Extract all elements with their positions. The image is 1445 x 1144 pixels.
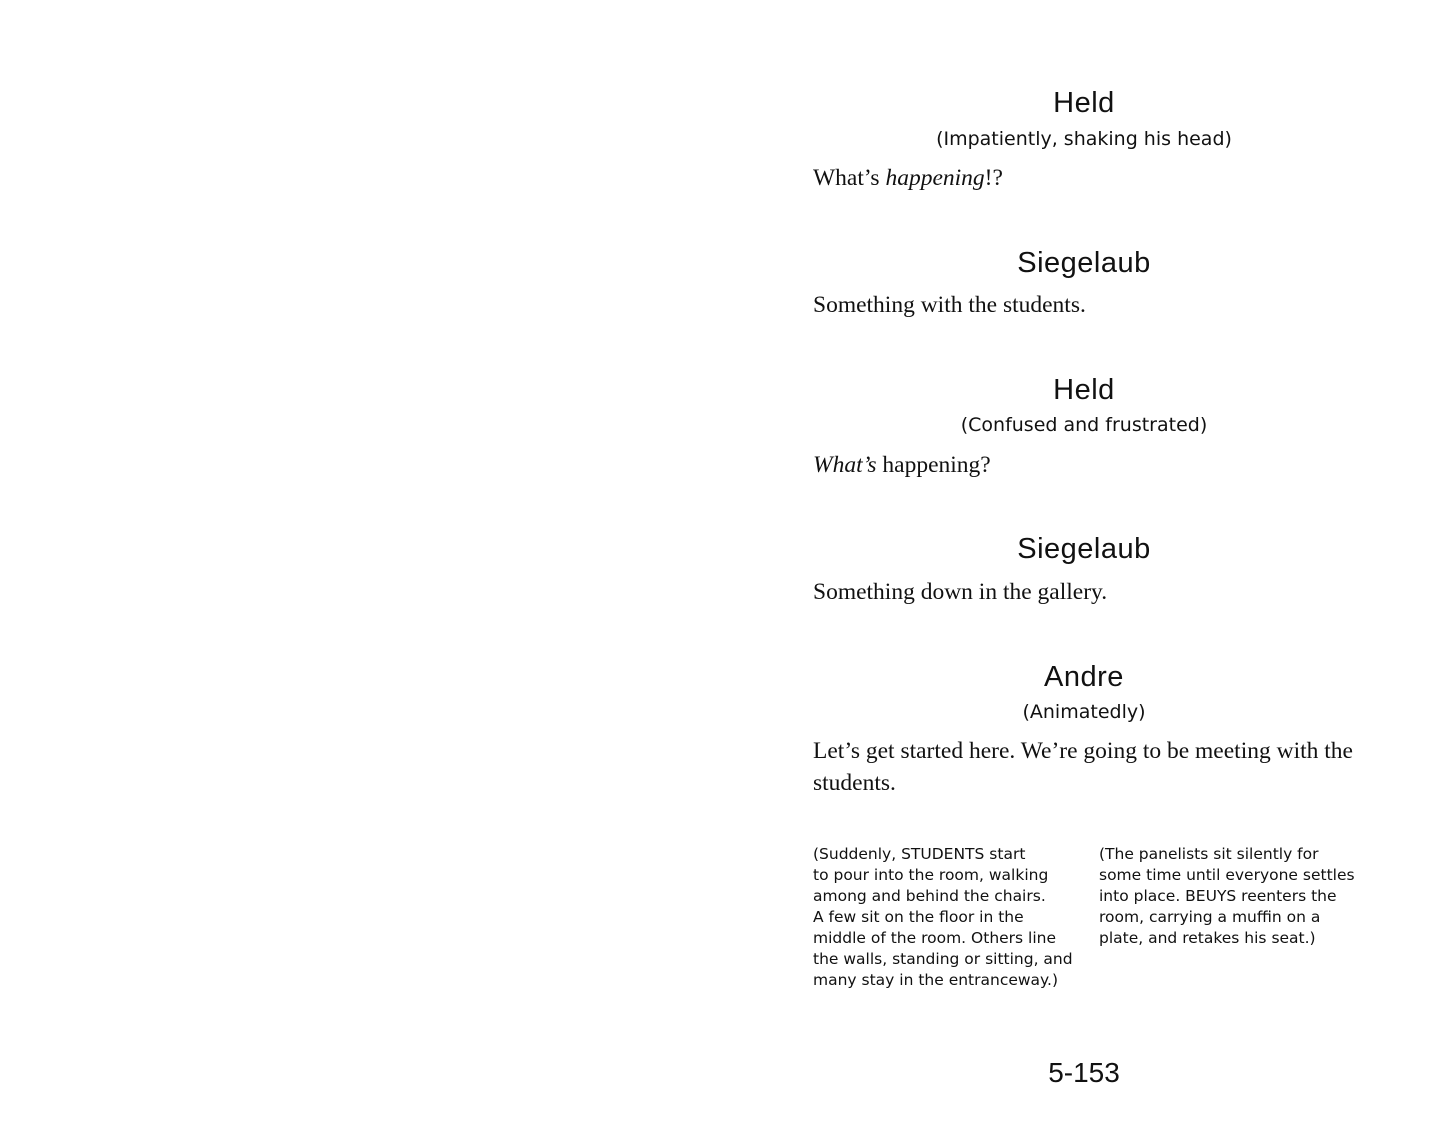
speaker-name: Held — [1053, 374, 1115, 406]
parenthetical-direction: (Impatiently, shaking his head) — [936, 128, 1232, 150]
dialogue-line — [813, 162, 1363, 194]
dialogue-text: happening? — [876, 452, 991, 478]
blank-left-page — [0, 0, 722, 1144]
script-page — [722, 0, 1445, 1144]
speaker-name: Siegelaub — [1017, 533, 1151, 565]
speaker-name: Andre — [1044, 661, 1124, 693]
dialogue-line — [813, 449, 1363, 481]
dialogue-emphasis: happening — [885, 165, 985, 191]
dialogue-text: What’s — [813, 165, 886, 191]
page-number: 5-153 — [1048, 1057, 1120, 1088]
dialogue-line: Something down in the gallery. — [813, 579, 1108, 605]
dialogue-line: Something with the students. — [813, 292, 1086, 318]
stage-direction-right: (The panelists sit silently for some time until everyone settles into place. BEUYS reenters the room, carrying a muffin on a plate, and retakes his seat.) — [1099, 845, 1355, 947]
parenthetical-direction: (Animatedly) — [1022, 701, 1146, 723]
dialogue-emphasis: What’s — [813, 452, 877, 478]
parenthetical-direction: (Confused and frustrated) — [960, 414, 1208, 436]
dialogue-text: !? — [984, 165, 1003, 191]
stage-direction-left: (Suddenly, STUDENTS start to pour into the room, walking among and behind the chairs. A few sit on the floor in the middle of the room. Others line the walls, standing or sitting, and many stay in the entranceway.) — [813, 845, 1073, 989]
speaker-name: Siegelaub — [1017, 247, 1151, 279]
speaker-name: Held — [1053, 87, 1115, 119]
dialogue-line: Let’s get started here. We’re going to be meeting with the students. — [813, 738, 1353, 796]
